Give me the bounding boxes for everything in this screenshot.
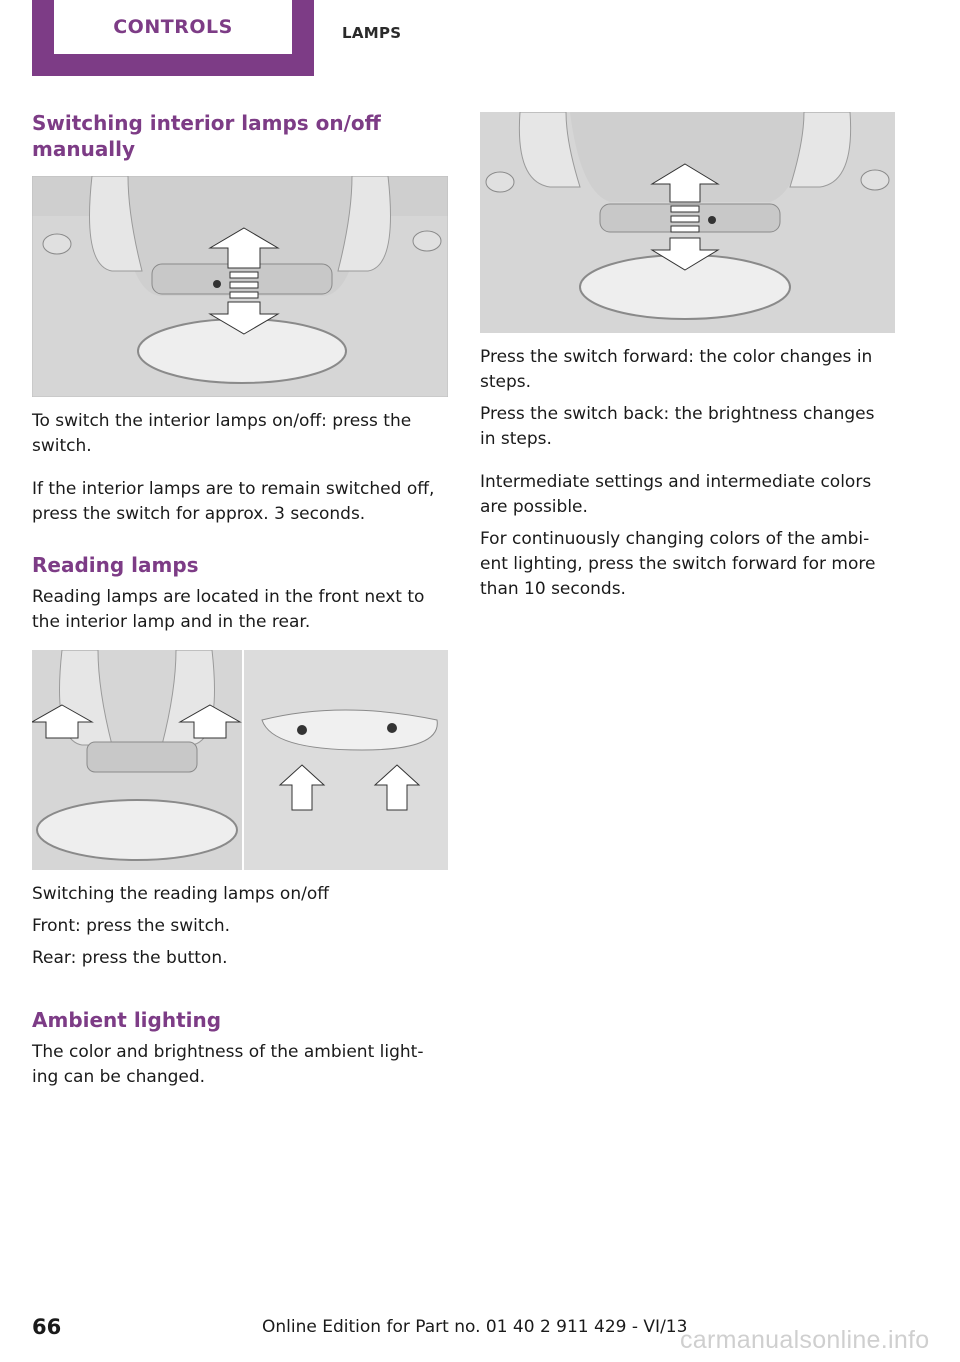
edition-footer: Online Edition for Part no. 01 40 2 911 429 - VI/13 [262,1317,688,1337]
paragraph-ambient: The color and brightness of the ambient light‐ing can be changed. [32,1042,424,1087]
section-tab [32,0,314,76]
paragraph-reading-lamps: Reading lamps are located in the front next to the interior lamp and in the rear. [32,587,425,632]
section-tab-label: CONTROLS [54,0,292,54]
paragraph-remain-off: If the interior lamps are to remain switched off, press the switch for approx. 3 seconds. [32,479,435,524]
heading-reading-lamps: Reading lamps [32,553,199,577]
reading-caption: Switching the reading lamps on/off [32,884,329,904]
reading-rear: Rear: press the button. [32,948,228,968]
chapter-tab-label: LAMPS [342,24,402,42]
watermark: carmanualsonline.info [680,1326,930,1354]
reading-lamps-figure [32,650,448,870]
heading-switching-interior-lamps: Switching interior lamps on/off manually [32,111,381,161]
page-number: 66 [32,1315,62,1339]
interior-lamp-switch-figure [32,176,448,397]
ambient-lighting-switch-figure [480,112,895,333]
paragraph-back: Press the switch back: the brightness changes in steps. [480,404,875,449]
heading-ambient-lighting: Ambient lighting [32,1008,222,1032]
reading-front: Front: press the switch. [32,916,231,936]
paragraph-intermediate: Intermediate settings and intermediate colors are possible. [480,472,872,517]
paragraph-continuous: For continuously changing colors of the ambi‐ent lighting, press the switch forward for more than 10 seconds. [480,529,876,599]
paragraph-switch-on-off: To switch the interior lamps on/off: press the switch. [32,411,412,456]
paragraph-forward: Press the switch forward: the color changes in steps. [480,347,873,392]
